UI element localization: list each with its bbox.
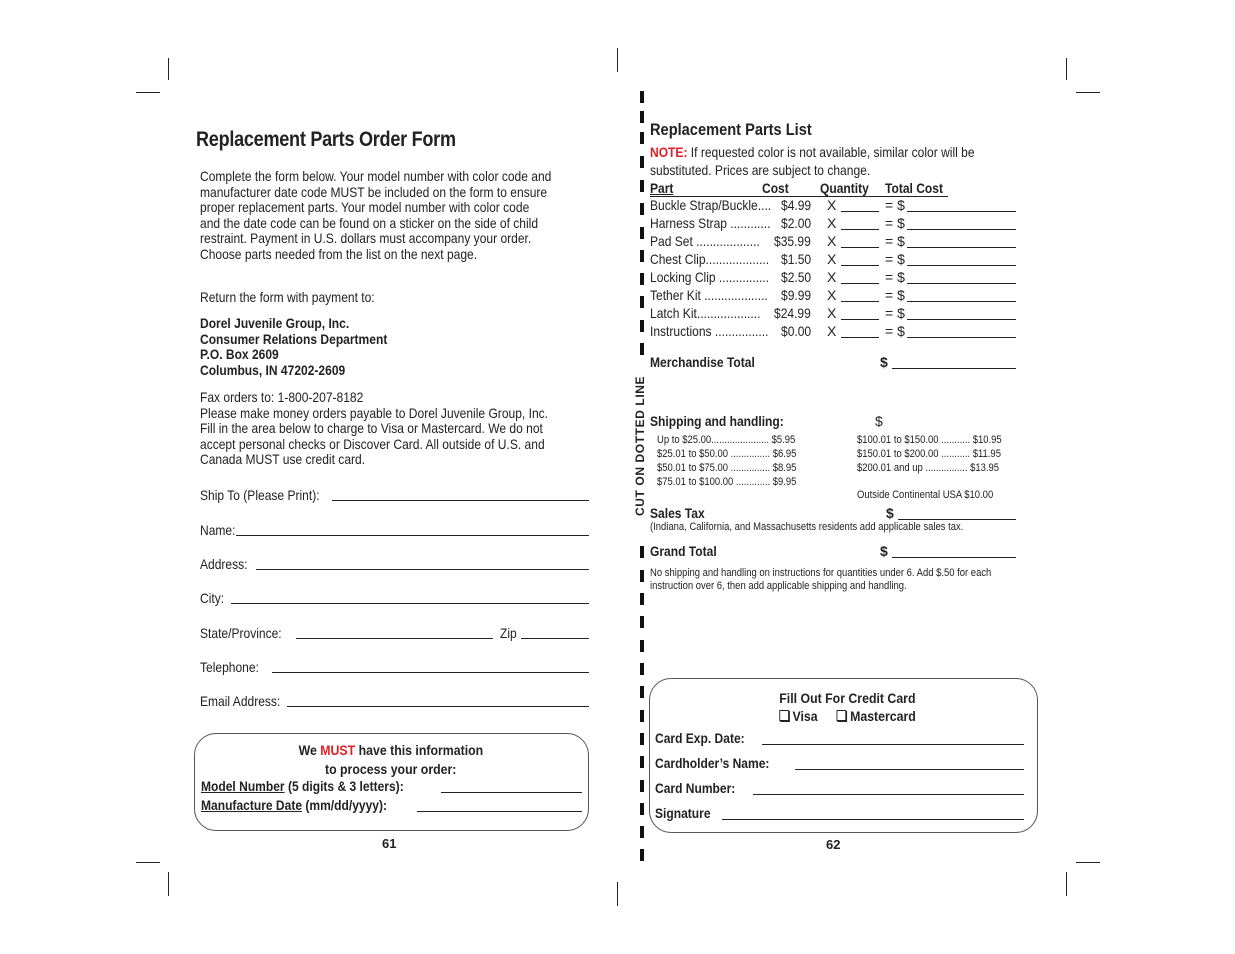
visa-checkbox[interactable]: [779, 710, 789, 721]
qty-field[interactable]: [841, 337, 879, 338]
heading-rest: have this information: [358, 742, 483, 758]
telephone-label: Telephone:: [200, 659, 259, 675]
cut-line-label: CUT ON DOTTED LINE: [633, 375, 647, 516]
email-label: Email Address:: [200, 693, 281, 709]
city-label: City:: [200, 590, 225, 606]
qty-x: X: [827, 215, 837, 231]
signature-field[interactable]: [722, 819, 1024, 820]
state-label: State/Province:: [200, 625, 282, 641]
signature-label: Signature: [655, 805, 711, 821]
cut-dash: [640, 849, 644, 861]
grand-total-dollar: $: [880, 543, 888, 559]
card-number-label: Card Number:: [655, 780, 736, 796]
part-price: $4.99: [781, 197, 812, 213]
part-name: Buckle Strap/Buckle....: [650, 197, 772, 213]
qty-field[interactable]: [841, 229, 879, 230]
return-text: Return the form with payment to:: [200, 289, 375, 305]
zip-field[interactable]: [521, 638, 589, 639]
manufacture-date-field[interactable]: [417, 811, 582, 812]
qty-field[interactable]: [841, 265, 879, 266]
intro-line: restraint. Payment in U.S. dollars must accompany your order.: [200, 230, 532, 247]
heading-line2: to process your order:: [324, 761, 457, 777]
total-field[interactable]: [907, 247, 1016, 248]
ship-to-label: Ship To (Please Print):: [200, 487, 320, 503]
address-line: Columbus, IN 47202-2609: [200, 361, 346, 378]
table-row: [650, 251, 1020, 269]
credit-card-heading: [649, 689, 1046, 725]
part-price: $2.50: [781, 269, 812, 285]
eq-mark: = $: [885, 269, 905, 285]
sales-tax-note: (Indiana, California, and Massachusetts residents add applicable sales tax.: [650, 521, 964, 533]
qty-x: X: [827, 323, 837, 339]
cut-dash: [640, 320, 644, 332]
crop-mark: [1076, 92, 1100, 93]
address-line: Dorel Juvenile Group, Inc.: [200, 315, 350, 331]
credit-card-title: Fill Out For Credit Card: [779, 690, 916, 706]
cut-dash: [640, 756, 644, 768]
intro-line: Complete the form below. Your model number with color code and: [200, 168, 552, 184]
fax-paragraph: [200, 390, 548, 468]
note-line2: substituted. Prices are subject to change.: [650, 162, 871, 178]
name-field[interactable]: [236, 535, 589, 536]
name-label: Name:: [200, 522, 236, 538]
fax-line: Fill in the area below to charge to Visa or Mastercard. We do not: [200, 420, 543, 437]
cut-dash: [640, 250, 644, 262]
footnote-line: No shipping and handling on instructions for quantities under 6. Add $.50 for each: [650, 567, 992, 579]
rate-row: $50.01 to $75.00 ............... $8.95: [657, 462, 797, 474]
cut-dash: [640, 132, 644, 144]
rate-row: $150.01 to $200.00 ........... $11.95: [857, 448, 1001, 460]
cut-dash: [640, 227, 644, 239]
manufacture-date-title: Manufacture Date: [201, 797, 303, 813]
address-line: Consumer Relations Department: [200, 330, 388, 347]
intro-line: and the date code can be found on a sticker on the side of child: [200, 214, 539, 231]
merchandise-total-label: Merchandise Total: [650, 354, 755, 370]
total-field[interactable]: [907, 319, 1016, 320]
cut-dash: [640, 803, 644, 815]
eq-mark: = $: [885, 197, 905, 213]
eq-mark: = $: [885, 251, 905, 267]
card-exp-label: Card Exp. Date:: [655, 730, 745, 746]
grand-total-label: Grand Total: [650, 543, 717, 559]
crop-mark: [168, 58, 169, 80]
footnote-line: instruction over 6, then add applicable shipping and handling.: [650, 579, 907, 592]
eq-mark: = $: [885, 323, 905, 339]
crop-mark: [136, 92, 160, 93]
part-price: $1.50: [781, 251, 812, 267]
part-price: $2.00: [781, 215, 812, 231]
rate-row: $100.01 to $150.00 ........... $10.95: [857, 434, 1002, 446]
part-price: $35.99: [774, 233, 811, 249]
cardholder-name-label: Cardholder’s Name:: [655, 755, 770, 771]
cut-dash: [640, 686, 644, 698]
zip-label: Zip: [500, 625, 517, 641]
cut-dash: [640, 273, 644, 285]
cut-dash: [640, 570, 644, 582]
email-field[interactable]: [287, 706, 589, 707]
note-line1: If requested color is not available, similar color will be: [690, 144, 975, 160]
qty-x: X: [827, 251, 837, 267]
cut-dash: [640, 296, 644, 308]
cut-dash: [640, 733, 644, 745]
ship-to-field[interactable]: [332, 500, 589, 501]
visa-label: Visa: [792, 708, 818, 724]
table-row: [650, 233, 1020, 251]
crop-mark: [617, 48, 618, 72]
cardholder-name-field[interactable]: [795, 769, 1024, 770]
table-row: [650, 305, 1020, 323]
part-name: Latch Kit...................: [650, 305, 761, 321]
note-label: NOTE:: [650, 144, 688, 160]
mailing-address: [200, 316, 387, 378]
eq-mark: = $: [885, 287, 905, 303]
crop-mark: [1076, 862, 1100, 863]
qty-x: X: [827, 269, 837, 285]
telephone-field[interactable]: [272, 672, 589, 673]
cut-dash: [640, 203, 644, 215]
sales-tax-label: Sales Tax: [650, 505, 705, 521]
eq-mark: = $: [885, 305, 905, 321]
table-row: [650, 197, 1020, 215]
sales-tax-dollar: $: [886, 505, 894, 521]
intro-line: manufacturer date code MUST be included on the form to ensure: [200, 183, 548, 200]
total-field[interactable]: [907, 229, 1016, 230]
total-field[interactable]: [907, 337, 1016, 338]
part-price: $0.00: [781, 323, 812, 339]
part-name: Tether Kit ...................: [650, 287, 768, 303]
heading-must: MUST: [319, 742, 355, 758]
rate-row: $200.01 and up ................ $13.95: [857, 462, 1000, 474]
table-row: [650, 215, 1020, 233]
col-part-header: Part: [650, 180, 674, 196]
cut-dash: [640, 180, 644, 192]
fax-line: accept personal checks or Discover Card. All outside of U.S. and: [200, 435, 545, 452]
rate-row: Up to $25.00...................... $5.95: [657, 434, 796, 446]
part-name: Harness Strap ............: [650, 215, 771, 231]
shipping-dollar: $: [875, 413, 883, 429]
part-name: Pad Set ...................: [650, 233, 760, 249]
table-row: [650, 323, 1020, 341]
mastercard-label: Mastercard: [850, 708, 916, 724]
shipping-rates-left: [657, 433, 796, 489]
cut-dash: [640, 710, 644, 722]
merchandise-dollar: $: [880, 354, 888, 370]
cut-dash: [640, 156, 644, 168]
total-field[interactable]: [907, 283, 1016, 284]
model-number-field[interactable]: [441, 792, 582, 793]
crop-mark: [136, 862, 160, 863]
cut-dash: [640, 343, 644, 355]
parts-list-title: Replacement Parts List: [650, 120, 812, 139]
model-number-label: [201, 778, 404, 794]
qty-x: X: [827, 197, 837, 213]
intro-paragraph: [200, 169, 551, 263]
cut-dash: [640, 111, 644, 123]
part-name: Chest Clip...................: [650, 251, 770, 267]
eq-mark: = $: [885, 215, 905, 231]
card-exp-field[interactable]: [762, 744, 1024, 745]
state-field[interactable]: [296, 638, 493, 639]
sales-tax-field[interactable]: [898, 519, 1016, 520]
outside-usa-rate: Outside Continental USA $10.00: [857, 489, 994, 501]
col-quantity-header: Quantity: [820, 180, 869, 196]
parts-table: [650, 197, 1020, 341]
cut-dash: [640, 826, 644, 838]
grand-total-field[interactable]: [892, 557, 1016, 558]
rate-row: $25.01 to $50.00 ............... $6.95: [657, 448, 797, 460]
eq-mark: = $: [885, 233, 905, 249]
intro-line: Choose parts needed from the list on the next page.: [200, 245, 478, 262]
address-field[interactable]: [256, 569, 589, 570]
address-line: P.O. Box 2609: [200, 346, 279, 363]
fax-line: Please make money orders payable to Dorel Juvenile Group, Inc.: [200, 404, 549, 421]
manufacture-date-suffix: (mm/dd/yyyy):: [305, 797, 388, 813]
part-name: Locking Clip ...............: [650, 269, 770, 285]
qty-field[interactable]: [841, 211, 879, 212]
cut-dash: [640, 640, 644, 652]
part-name: Instructions ................: [650, 323, 769, 339]
model-number-title: Model Number: [201, 778, 285, 794]
note-text: [650, 143, 975, 179]
part-price: $24.99: [774, 305, 811, 321]
total-field[interactable]: [907, 265, 1016, 266]
col-total-header: Total Cost: [885, 180, 943, 196]
table-row: [650, 269, 1020, 287]
crop-mark: [617, 882, 618, 906]
total-field[interactable]: [907, 211, 1016, 212]
table-row: [650, 287, 1020, 305]
crop-mark: [1066, 58, 1067, 80]
model-number-suffix: (5 digits & 3 letters):: [287, 778, 404, 794]
cut-dash: [640, 616, 644, 628]
shipping-rates-right: [857, 433, 1002, 475]
cut-dash: [640, 780, 644, 792]
qty-field[interactable]: [841, 247, 879, 248]
fax-line: Canada MUST use credit card.: [200, 451, 366, 468]
mastercard-checkbox[interactable]: [837, 710, 847, 721]
crop-mark: [168, 872, 169, 896]
cut-dash: [640, 546, 644, 558]
fax-line: Fax orders to: 1-800-207-8182: [200, 389, 364, 405]
cut-dash: [640, 91, 644, 103]
col-cost-header: Cost: [762, 180, 789, 196]
shipping-footnote: [650, 567, 991, 592]
shipping-label: Shipping and handling:: [650, 413, 784, 429]
intro-line: proper replacement parts. Your model number with color code: [200, 199, 530, 216]
card-number-field[interactable]: [753, 794, 1024, 795]
qty-field[interactable]: [841, 301, 879, 302]
cut-dash: [640, 593, 644, 605]
page-number-right: 62: [826, 837, 841, 852]
qty-field[interactable]: [841, 283, 879, 284]
rate-row: $75.01 to $100.00 ............. $9.95: [657, 476, 797, 488]
heading-we: We: [298, 742, 317, 758]
qty-x: X: [827, 233, 837, 249]
required-info-heading: [194, 741, 587, 779]
qty-field[interactable]: [841, 319, 879, 320]
page-title: Replacement Parts Order Form: [196, 128, 456, 151]
qty-x: X: [827, 305, 837, 321]
total-field[interactable]: [907, 301, 1016, 302]
page-number-left: 61: [382, 836, 397, 851]
cut-dash: [640, 663, 644, 675]
city-field[interactable]: [231, 603, 589, 604]
manufacture-date-label: [201, 797, 387, 813]
part-price: $9.99: [781, 287, 812, 303]
crop-mark: [1066, 872, 1067, 896]
merchandise-total-field[interactable]: [892, 368, 1016, 369]
address-label: Address:: [200, 556, 248, 572]
qty-x: X: [827, 287, 837, 303]
